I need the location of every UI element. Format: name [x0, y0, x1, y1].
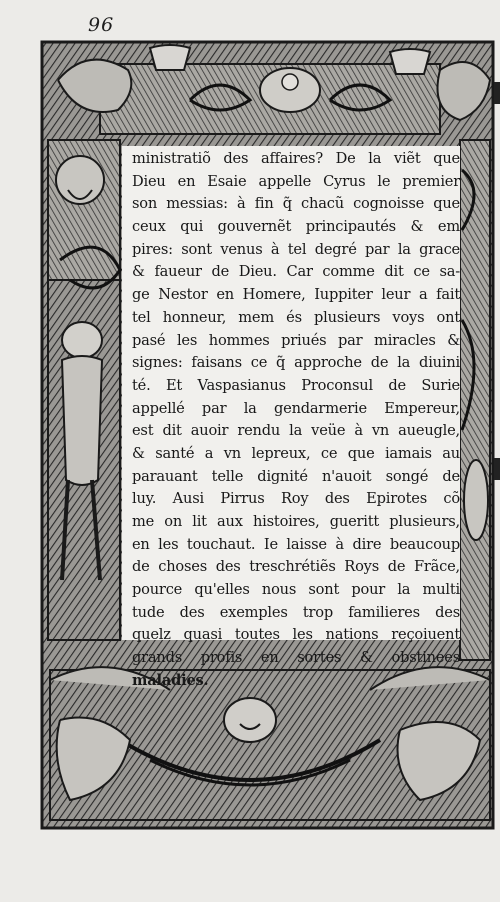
text-line: tude des exemples trop familieres des [132, 603, 460, 621]
text-line: luy. Ausi Pirrus Roy des Epirotes cõ [132, 490, 460, 508]
text-line: parauant telle dignité n'auoit songé de [132, 467, 460, 485]
text-line: ge Nestor en Homere, Iuppiter leur a fait [132, 286, 460, 304]
text-line: & faueur de Dieu. Car comme dit ce sa- [132, 263, 460, 281]
page-edge-marks [492, 0, 500, 902]
text-line: pires: sont venus à tel degré par la grace [132, 240, 460, 258]
page-number: 96 [88, 14, 115, 36]
text-line: grands profis en sortes & obstinées [132, 649, 460, 667]
text-line: me on lit aux histoires, gueritt plusieurs, [132, 513, 460, 530]
text-line: de choses des treschrétiẽs Roys de Frãce, [132, 558, 460, 576]
text-line: maladies. [132, 671, 209, 689]
text-line: appellé par la gendarmerie Empereur, [132, 399, 460, 417]
text-line: pasé les hommes priués par miracles & [132, 331, 460, 349]
text-line: té. Et Vaspasianus Proconsul de Surie [132, 376, 460, 394]
text-line: signes: faisans ce q̃ approche de la diuini [132, 354, 460, 372]
text-line: pource qu'elles nous sont pour la multi [132, 581, 460, 599]
text-line: est dit auoir rendu la veüe à vn aueugle, [132, 422, 460, 440]
text-line: tel honneur, mem és plusieurs voys ont [132, 308, 460, 326]
text-line: en les touchaut. Ie laisse à dire beaucoup [132, 535, 460, 553]
text-line: & santé a vn lepreux, ce que iamais au [132, 444, 460, 462]
text-line: ceux qui gouvernẽt principautés & em [132, 218, 460, 236]
text-line: ministratiõ des affaires? De la viẽt que [132, 150, 460, 167]
text-line: Dieu en Esaie appelle Cyrus le premier [132, 172, 460, 190]
text-line: son messias: à fin q̃ chacũ cognoisse que [132, 195, 460, 213]
body-text [132, 148, 460, 693]
text-line: quelz quasi toutes les nations reçoiuent [132, 626, 460, 644]
